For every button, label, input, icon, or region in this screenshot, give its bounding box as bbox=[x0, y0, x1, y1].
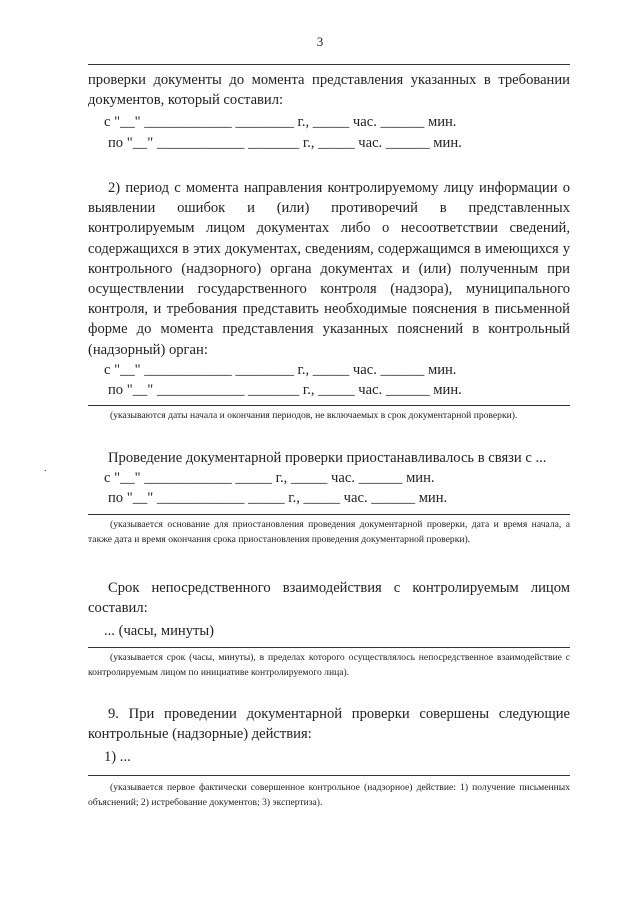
section-e-item: 1) ... bbox=[104, 749, 131, 766]
section-b-rule bbox=[88, 405, 570, 406]
section-c-note: (указывается основание для приостановления проведения документарной проверки, дата и время начала, а также дата и время окончания срока приостановления проведения документарной проверки). bbox=[88, 518, 570, 545]
section-c-from-line: с "__" ____________ _____ г., _____ час. ______ мин. bbox=[104, 470, 435, 487]
section-b-note: (указываются даты начала и окончания периодов, не включаемых в срок документарной проверки). bbox=[110, 410, 518, 422]
section-c-paragraph: Проведение документарной проверки приостанавливалось в связи с ... bbox=[108, 450, 547, 466]
section-d-note: (указывается срок (часы, минуты), в пределах которого осуществлялось непосредственное взаимодействие с контролируемым лицом по инициативе контролируемого лица). bbox=[88, 651, 570, 678]
section-e-rule bbox=[88, 775, 570, 776]
page-number: 3 bbox=[316, 34, 324, 49]
section-d-value: ... (часы, минуты) bbox=[104, 623, 215, 640]
section-b-paragraph: 2) период с момента направления контролируемому лицу информации о выявлении ошибок и (или) противоречий в представленных контролируемым лицом документах либо о несоответствии сведений, содержащихся в этих документах, сведениям, содержащимся в имеющихся у контрольного (надзорного) органа документах и (или) полученным при осуществлении государственного контроля (надзора), муниципального контроля, и требования представить необходимые пояснения в письменной форме до момента представления указанных пояснений в контрольный (надзорный) орган: bbox=[88, 180, 570, 358]
section-a-to-line: по "__" ____________ _______ г., _____ час. ______ мин. bbox=[108, 134, 462, 151]
section-c-rule bbox=[88, 514, 570, 515]
section-a bbox=[88, 70, 570, 153]
section-d-paragraph: Срок непосредственного взаимодействия с контролируемым лицом составил: bbox=[88, 580, 570, 617]
section-c bbox=[88, 448, 570, 547]
section-b-from-line: с "__" ____________ ________ г., _____ час. ______ мин. bbox=[104, 361, 457, 378]
section-b-to-line: по "__" ____________ _______ г., _____ час. ______ мин. bbox=[108, 382, 462, 399]
section-d bbox=[88, 578, 570, 680]
section-c-to-line: по "__" ____________ _____ г., _____ час. ______ мин. bbox=[108, 490, 448, 507]
section-a-from-line: с "__" ____________ ________ г., _____ час. ______ мин. bbox=[104, 114, 457, 131]
section-e bbox=[88, 704, 570, 810]
top-rule bbox=[88, 64, 570, 65]
section-a-paragraph: проверки документы до момента представления указанных в требовании документов, который составил: bbox=[88, 72, 570, 109]
section-b bbox=[88, 178, 570, 423]
section-e-paragraph: 9. При проведении документарной проверки совершены следующие контрольные (надзорные) действия: bbox=[88, 706, 570, 743]
section-e-note: (указывается первое фактически совершенное контрольное (надзорное) действие: 1) получение письменных объяснений; 2) истребование документов; 3) экспертиза). bbox=[88, 781, 570, 808]
section-d-rule bbox=[88, 647, 570, 648]
margin-mark: . bbox=[44, 462, 47, 474]
